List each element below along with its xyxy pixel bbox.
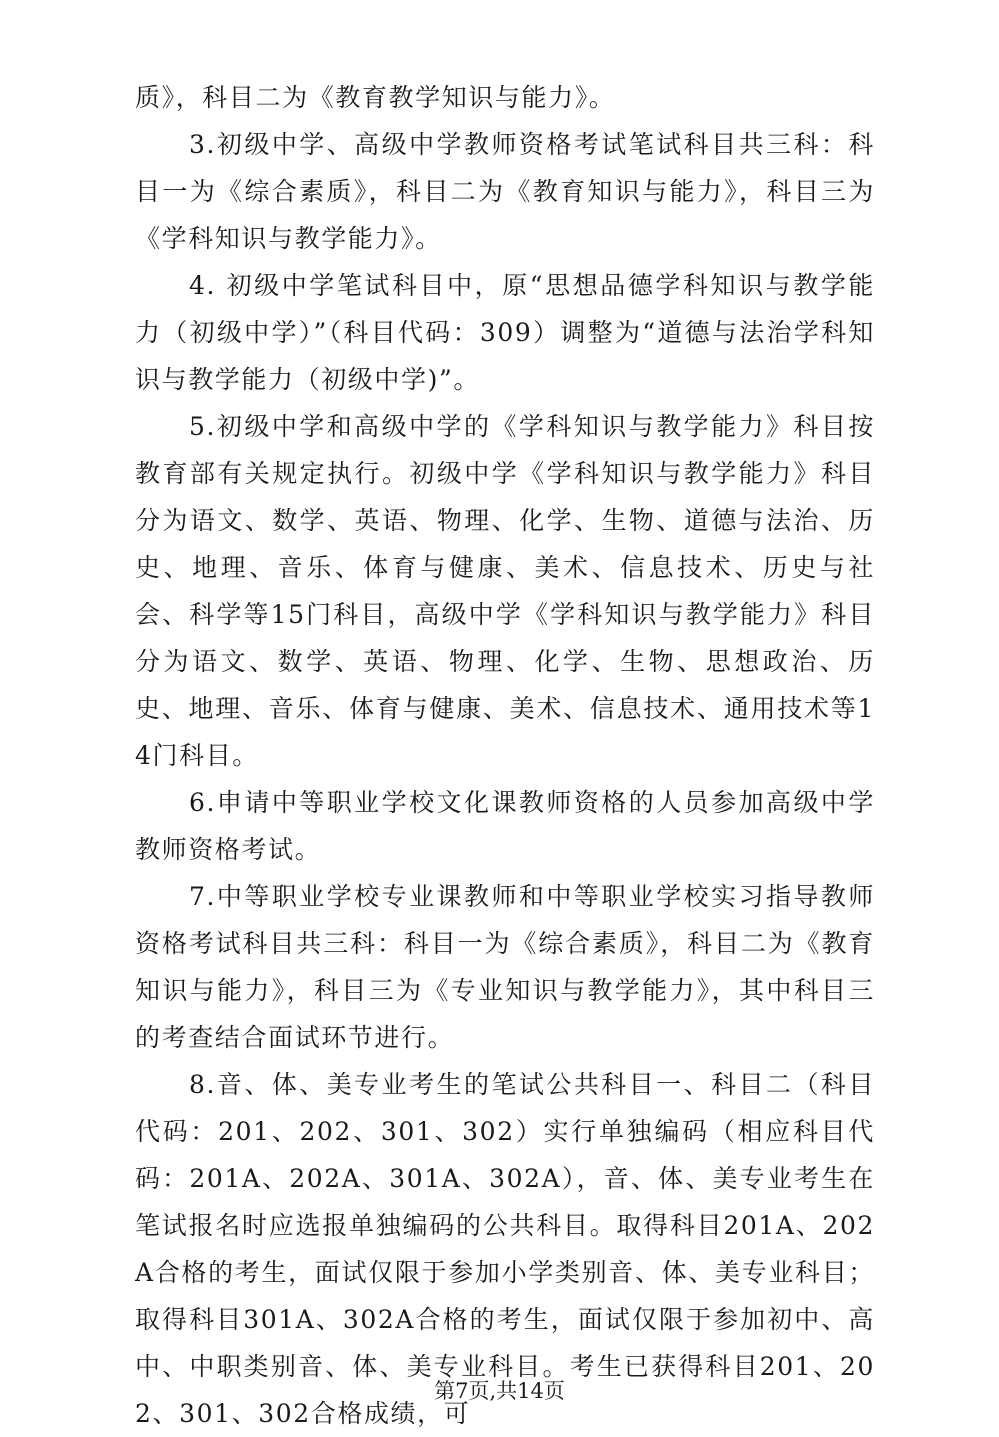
document-body	[135, 74, 875, 1437]
paragraph-item-3: 3.初级中学、高级中学教师资格考试笔试科目共三科：科目一为《综合素质》，科目二为《教育知识与能力》，科目三为《学科知识与教学能力》。	[135, 130, 875, 253]
paragraph-item-8: 8.音、体、美专业考生的笔试公共科目一、科目二（科目代码：201、202、301、302）实行单独编码（相应科目代码：201A、202A、301A、302A），音、体、美专业考生在笔试报名时应选报单独编码的公共科目。取得科目201A、202A合格的考生，面试仅限于参加小学类别音、体、美专业科目；取得科目301A、302A合格的考生，面试仅限于参加初中、高中、中职类别音、体、美专业科目。考生已获得科目201、202、301、302合格成绩，可	[135, 1070, 875, 1428]
page-number-footer: 第7页,共14页	[434, 1379, 565, 1403]
paragraph-continuation: 质》，科目二为《教育教学知识与能力》。	[135, 83, 616, 112]
paragraph-item-4: 4. 初级中学笔试科目中，原“思想品德学科知识与教学能力（初级中学）”（科目代码：309）调整为“道德与法治学科知识与教学能力（初级中学)”。	[135, 271, 875, 394]
paragraph-item-6: 6.申请中等职业学校文化课教师资格的人员参加高级中学教师资格考试。	[135, 788, 875, 864]
paragraph-item-7: 7.中等职业学校专业课教师和中等职业学校实习指导教师资格考试科目共三科：科目一为《综合素质》，科目二为《教育知识与能力》，科目三为《专业知识与教学能力》，其中科目三的考查结合面试环节进行。	[135, 882, 875, 1052]
paragraph-item-5: 5.初级中学和高级中学的《学科知识与教学能力》科目按教育部有关规定执行。初级中学《学科知识与教学能力》科目分为语文、数学、英语、物理、化学、生物、道德与法治、历史、地理、音乐、体育与健康、美术、信息技术、历史与社会、科学等15门科目，高级中学《学科知识与教学能力》科目分为语文、数学、英语、物理、化学、生物、思想政治、历史、地理、音乐、体育与健康、美术、信息技术、通用技术等14门科目。	[135, 412, 875, 770]
